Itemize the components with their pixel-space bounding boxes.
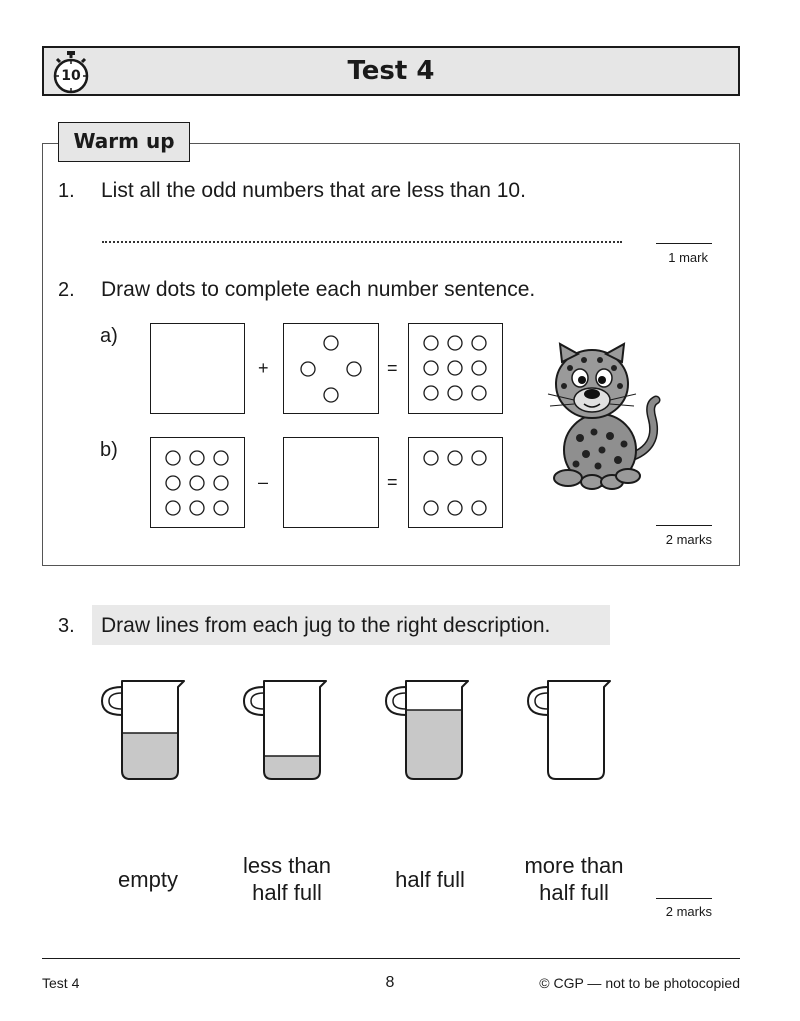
jug-handle-inner	[535, 693, 548, 709]
jug-outline	[548, 681, 610, 779]
leopard-illustration	[540, 338, 670, 498]
jug-handle	[386, 687, 406, 715]
title-bar	[42, 46, 740, 96]
q2a-label: a)	[100, 325, 118, 347]
q2b-equals: =	[387, 472, 398, 492]
q2a-second-box	[283, 323, 379, 414]
q1-text: List all the odd numbers that are less than 10.	[101, 179, 526, 202]
q2a-result-box	[408, 323, 503, 414]
jug-more-than-half-full[interactable]	[384, 675, 474, 790]
q2b-label: b)	[100, 439, 118, 461]
q2-number: 2.	[58, 279, 75, 301]
q3-text: Draw lines from each jug to the right description.	[101, 614, 551, 637]
page-number: 8	[385, 974, 395, 991]
q2-marks: 2 marks	[665, 532, 712, 547]
q3-marks: 2 marks	[665, 904, 712, 919]
jug-handle-inner	[251, 693, 264, 709]
footer-divider	[42, 958, 740, 959]
footer-copyright: © CGP — not to be photocopied	[539, 975, 740, 991]
jug-handle	[244, 687, 264, 715]
jug-liquid	[264, 756, 320, 779]
jug-liquid	[122, 733, 178, 779]
q2a-operator: +	[258, 358, 269, 378]
q1-mark-line	[656, 243, 712, 244]
jug-half-full[interactable]	[100, 675, 190, 790]
q3-number: 3.	[58, 615, 75, 637]
q2b-second-box[interactable]	[283, 437, 379, 528]
q2a-second-dots	[284, 324, 377, 412]
jug-liquid	[406, 710, 462, 779]
q1-number: 1.	[58, 180, 75, 202]
q2b-operator: –	[258, 472, 269, 492]
description-less-than-half-full[interactable]: less than half full	[242, 853, 332, 905]
q2-text: Draw dots to complete each number sentence.	[101, 278, 536, 301]
q2b-result-dots	[409, 438, 501, 526]
jug-handle	[528, 687, 548, 715]
jug-less-than-half-full[interactable]	[242, 675, 332, 790]
description-empty[interactable]: empty	[118, 867, 178, 892]
q2a-first-box[interactable]	[150, 323, 245, 414]
q2-mark-line	[656, 525, 712, 526]
q2b-first-dots	[151, 438, 243, 526]
page-title: Test 4	[347, 56, 435, 86]
q1-marks: 1 mark	[668, 250, 708, 265]
q2b-first-box	[150, 437, 245, 528]
q2b-result-box	[408, 437, 503, 528]
jug-empty[interactable]	[526, 675, 616, 790]
footer-test-label: Test 4	[42, 975, 80, 991]
jug-handle	[102, 687, 122, 715]
timer-minutes: 10	[61, 68, 81, 84]
q2a-result-dots	[409, 324, 501, 412]
q1-answer-line[interactable]	[102, 241, 622, 243]
q3-mark-line	[656, 898, 712, 899]
description-half-full[interactable]: half full	[395, 867, 465, 892]
q2a-equals: =	[387, 358, 398, 378]
jug-handle-inner	[109, 693, 122, 709]
warm-up-tab: Warm up	[58, 122, 190, 162]
jug-handle-inner	[393, 693, 406, 709]
description-more-than-half-full[interactable]: more than half full	[524, 853, 624, 905]
